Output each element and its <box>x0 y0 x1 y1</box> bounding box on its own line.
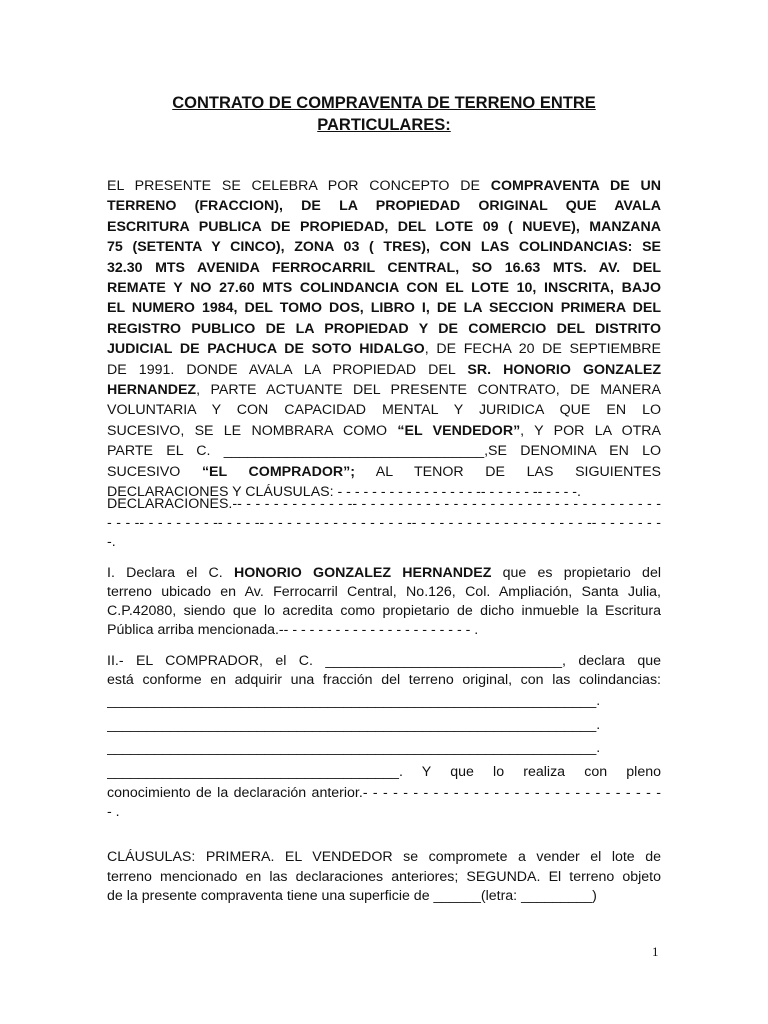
bold-text: JUDICIAL DE PACHUCA DE SOTO HIDALGO <box>107 341 425 358</box>
text-line: II.- EL COMPRADOR, el C. ______________________________, declara que <box>107 653 661 669</box>
bold-line: 75 (SETENTA Y CINCO), ZONA 03 ( TRES), CON LAS COLINDANCIAS: SE <box>107 239 661 256</box>
text-span: EL PRESENTE SE CELEBRA POR CONCEPTO DE <box>107 178 491 194</box>
text-line: conocimiento de la declaración anterior.- - - - - - - - - - - - - - - - - - - - - - - - - - - - - - <box>107 785 661 801</box>
text-span: , DE FECHA 20 DE SEPTIEMBRE <box>424 341 661 358</box>
text-span: DE 1991. DONDE AVALA LA PROPIEDAD DEL <box>107 361 468 378</box>
text-line: _____________________________________. Y que lo realiza con pleno <box>107 763 661 780</box>
text-line: - - - -- - - - - - - - -- - - - -- - - - - - - - - - - - - - - - -- - - - - - - - - - - - - - - - - - - -- - - - - - - - <box>107 515 661 531</box>
blank-line: ______________________________________________________________. <box>107 716 601 733</box>
text-line: -. <box>107 534 116 550</box>
text-line: DECLARACIONES Y CLÁUSULAS: - - - - - - - - - - - - - - - - -- - - - - - -- - - - -. <box>107 484 581 501</box>
title-line: CONTRATO DE COMPRAVENTA DE TERRENO ENTRE <box>172 94 596 112</box>
bold-line: EL NUMERO 1984, DEL TOMO DOS, LIBRO I, DE LA SECCION PRIMERA DEL <box>107 300 661 317</box>
bold-text: HERNANDEZ <box>107 382 197 399</box>
bold-text: SR. HONORIO GONZALEZ <box>467 361 661 378</box>
text-span: SUCESIVO, SE LE NOMBRARA COMO <box>107 422 398 439</box>
text-line: CLÁUSULAS: PRIMERA. EL VENDEDOR se compromete a vender el lote de <box>107 849 661 865</box>
text-line: C.P.42080, siendo que lo acredita como propietario de dicho inmueble la Escritura <box>107 603 661 619</box>
text-line: PARTE EL C. _________________________________,SE DENOMINA EN LO <box>107 443 661 460</box>
text-line: de la presente compraventa tiene una superficie de ______(letra: _________) <box>107 888 597 904</box>
intro-paragraph <box>107 176 661 503</box>
text-span: I. Declara el C. <box>107 565 234 581</box>
blank-line: ______________________________________________________________. <box>107 693 601 709</box>
text-line <box>107 421 661 441</box>
text-span: , PARTE ACTUANTE DEL PRESENTE CONTRATO, DE MANERA <box>196 382 661 399</box>
text-line: Pública arriba mencionada.-- - - - - - - - - - - - - - - - - - - - - - . <box>107 622 479 638</box>
text-line <box>107 176 661 196</box>
text-line: terreno mencionado en las declaraciones anteriores; SEGUNDA. El terreno objeto <box>107 868 661 885</box>
text-line: está conforme en adquirir una fracción del terreno original, con las colindancias: <box>107 672 661 688</box>
bold-text: COMPRAVENTA DE UN <box>490 178 661 194</box>
text-line: DECLARACIONES.-- - - - - - - - - - - - -- - - - - - - - - - - - - - - - - - - - - - - - - - - - - - - - - - <box>107 496 661 512</box>
bold-text: HONORIO GONZALEZ HERNANDEZ <box>234 565 492 581</box>
blank-line: ______________________________________________________________. <box>107 740 601 756</box>
text-line <box>107 564 661 583</box>
bold-line: 32.30 MTS AVENIDA FERROCARRIL CENTRAL, SO 16.63 MTS. AV. DEL <box>107 259 661 276</box>
text-span: que es propietario del <box>491 565 661 581</box>
declaraciones-heading <box>107 495 661 552</box>
page-number: 1 <box>652 944 659 959</box>
text-line <box>107 339 661 359</box>
text-line: - . <box>107 804 120 820</box>
declaration-2 <box>107 652 661 822</box>
text-line: terreno ubicado en Av. Ferrocarril Central, No.126, Col. Ampliación, Santa Julia, <box>107 584 661 600</box>
bold-text: “EL COMPRADOR”; <box>201 463 355 480</box>
document-title <box>107 92 661 136</box>
text-line: VOLUNTARIA Y CON CAPACIDAD MENTAL Y JURIDICA QUE EN LO <box>107 402 661 419</box>
bold-line: REGISTRO PUBLICO DE LA PROPIEDAD Y DE COMERCIO DEL DISTRITO <box>107 320 661 337</box>
text-span: , Y POR LA OTRA <box>520 422 661 439</box>
text-span: SUCESIVO <box>107 463 202 480</box>
text-line <box>107 360 661 380</box>
text-line <box>107 462 661 482</box>
bold-line: TERRENO (FRACCION), DE LA PROPIEDAD ORIGINAL QUE AVALA <box>107 198 661 215</box>
title-line: PARTICULARES: <box>317 116 451 134</box>
bold-line: ESCRITURA PUBLICA DE PROPIEDAD, DEL LOTE 09 ( NUEVE), MANZANA <box>107 218 661 235</box>
bold-line: REMATE Y NO 27.60 MTS COLINDANCIA CON EL LOTE 10, INSCRITA, BAJO <box>107 280 661 297</box>
bold-text: “EL VENDEDOR” <box>397 422 521 439</box>
text-span: AL TENOR DE LAS SIGUIENTES <box>354 463 661 480</box>
declaration-1 <box>107 564 661 640</box>
text-line <box>107 380 661 400</box>
clausulas-paragraph <box>107 848 661 907</box>
